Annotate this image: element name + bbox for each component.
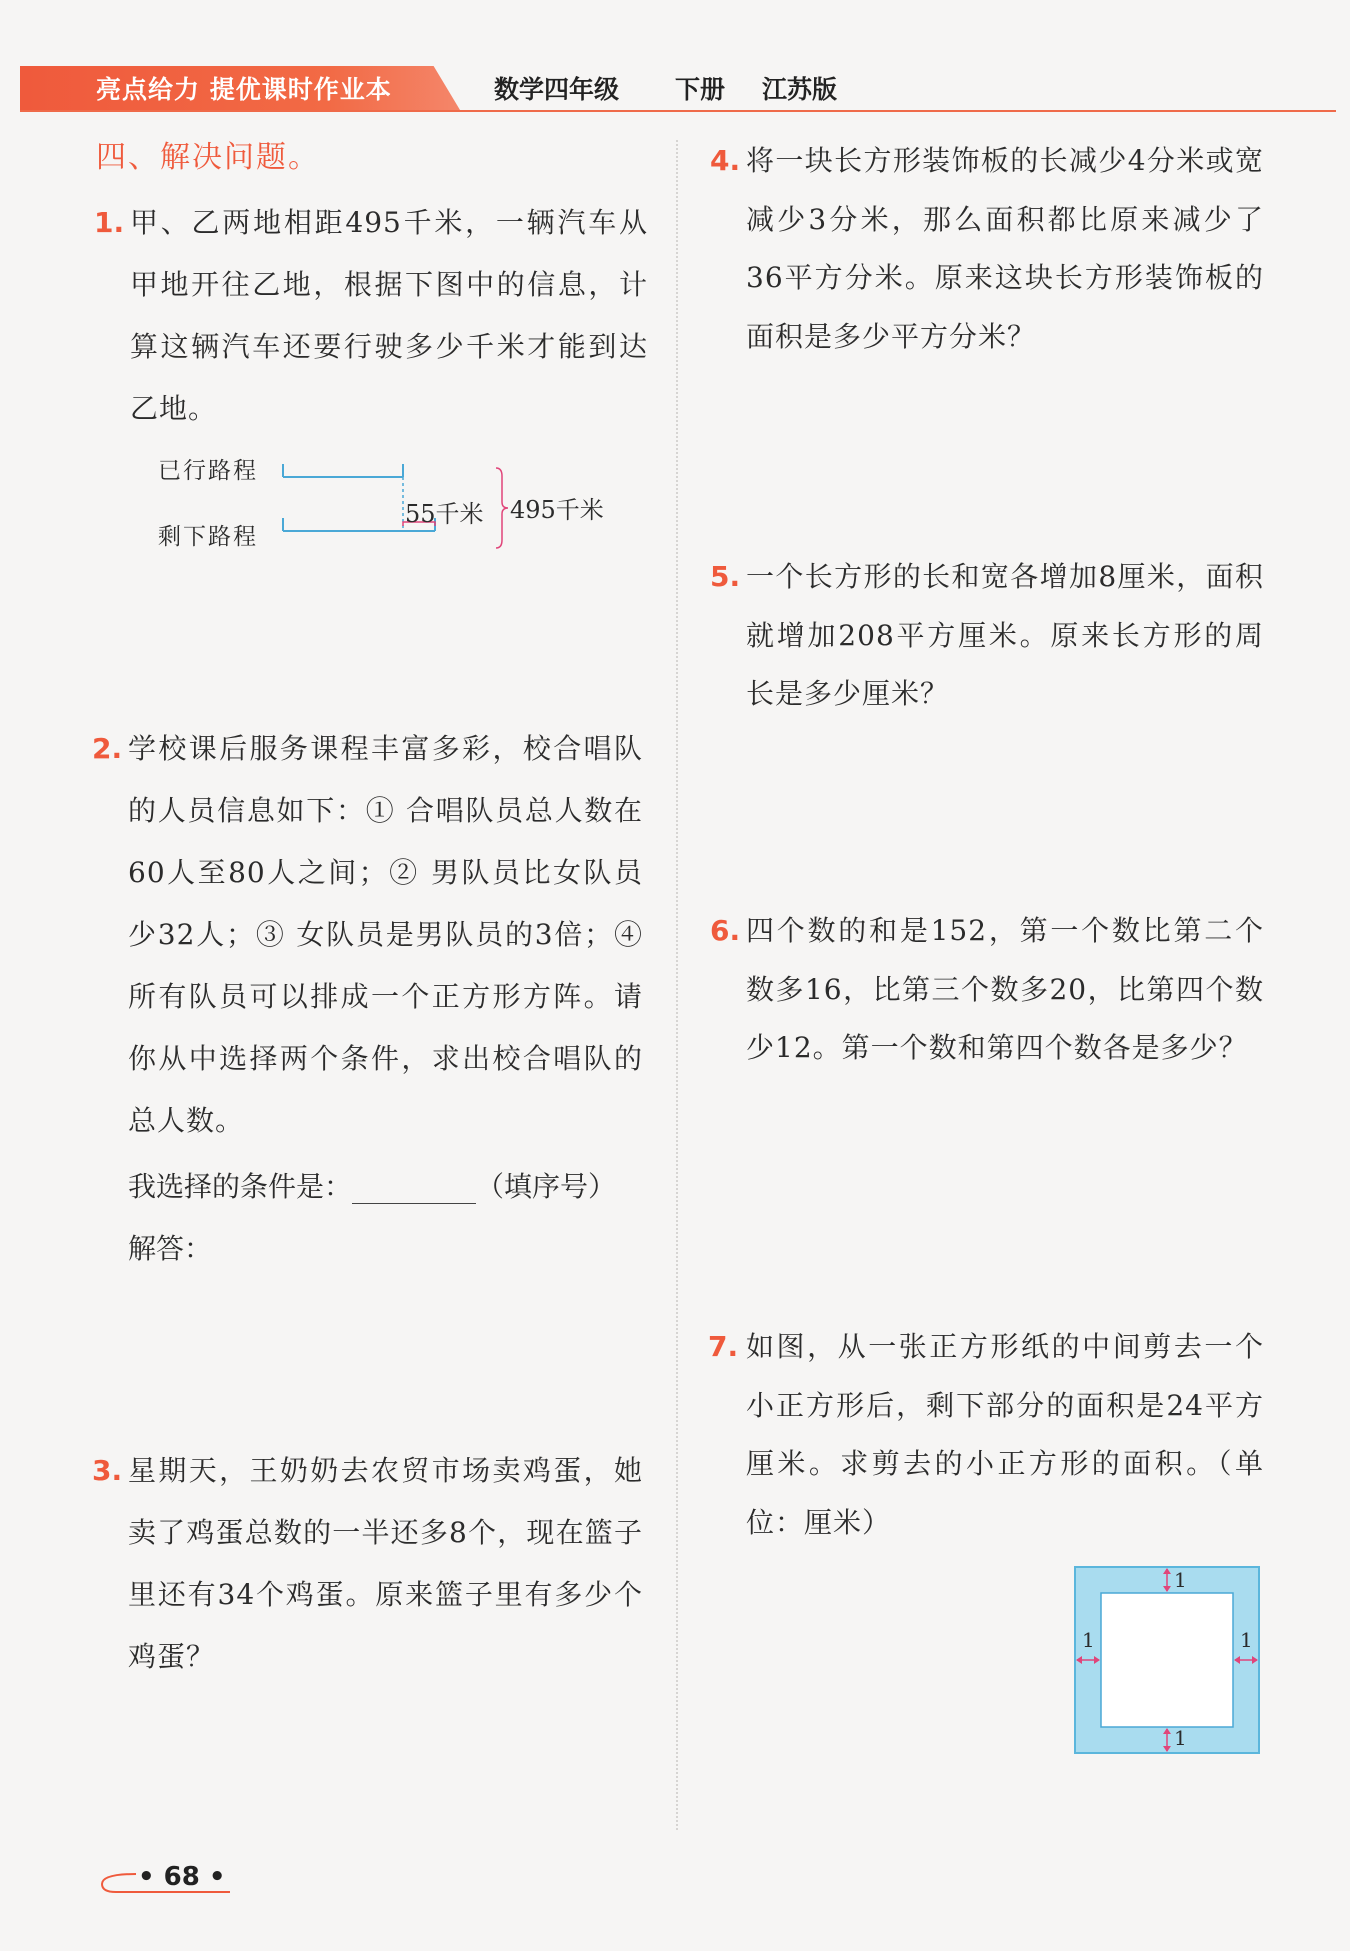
volume: 下册 bbox=[675, 75, 726, 104]
choose-label: 我选择的条件是： bbox=[128, 1170, 353, 1203]
question-2-text: 学校课后服务课程丰富多彩，校合唱队的人员信息如下：① 合唱队员总人数在60人至80人之间；② 男队员比女队员少32人；③ 女队员是男队员的3倍；④ 所有队员可以排成一个正方形方阵。请你从中选择两个条件，求出校合唱队的总人数。 bbox=[128, 732, 643, 1137]
condition-choice-row bbox=[128, 1156, 616, 1218]
traveled-label: 已行路程 bbox=[158, 458, 258, 484]
remaining-label: 剩下路程 bbox=[158, 524, 258, 550]
answer-label: 解答： bbox=[128, 1232, 213, 1265]
subject-grade: 数学四年级 bbox=[494, 75, 620, 104]
question-7-number: 7. bbox=[708, 1330, 739, 1363]
question-4-text: 将一块长方形装饰板的长减少4分米或宽减少3分米，那么面积都比原来减少了36平方分米。原来这块长方形装饰板的面积是多少平方分米？ bbox=[746, 144, 1264, 353]
section-title: 四、解决问题。 bbox=[96, 140, 320, 175]
condition-answer-blank[interactable] bbox=[352, 1173, 476, 1204]
square-frame-figure bbox=[1074, 1566, 1260, 1754]
question-5-text: 一个长方形的长和宽各增加8厘米，面积就增加208平方厘米。原来长方形的周长是多少厘米？ bbox=[746, 560, 1264, 710]
question-1-text: 甲、乙两地相距495千米，一辆汽车从甲地开往乙地，根据下图中的信息，计算这辆汽车还要行驶多少千米才能到达乙地。 bbox=[130, 206, 648, 425]
column-divider bbox=[676, 140, 678, 1830]
edition: 江苏版 bbox=[762, 75, 838, 104]
question-2-number: 2. bbox=[92, 732, 123, 765]
question-7-diagram bbox=[1074, 1566, 1260, 1754]
bottom-width-label: 1 bbox=[1174, 1726, 1187, 1750]
left-width-label: 1 bbox=[1082, 1628, 1095, 1652]
question-3-number: 3. bbox=[92, 1454, 123, 1487]
header-rule bbox=[20, 110, 1336, 112]
total-brace bbox=[496, 468, 508, 548]
page-number: • 68 • bbox=[138, 1862, 226, 1892]
question-4-number: 4. bbox=[710, 144, 741, 177]
total-label: 495千米 bbox=[510, 496, 604, 524]
question-5-number: 5. bbox=[710, 560, 741, 593]
right-width-label: 1 bbox=[1240, 1628, 1253, 1652]
question-6-number: 6. bbox=[710, 914, 741, 947]
difference-label: 55千米 bbox=[405, 500, 484, 528]
question-3-text: 星期天，王奶奶去农贸市场卖鸡蛋，她卖了鸡蛋总数的一半还多8个，现在篮子里还有34个鸡蛋。原来篮子里有多少个鸡蛋？ bbox=[128, 1454, 643, 1673]
question-7-text: 如图，从一张正方形纸的中间剪去一个小正方形后，剩下部分的面积是24平方厘米。求剪去的小正方形的面积。（单位：厘米） bbox=[746, 1330, 1264, 1539]
question-1-number: 1. bbox=[94, 206, 125, 239]
top-width-label: 1 bbox=[1174, 1568, 1187, 1592]
series-title: 亮点给力 提优课时作业本 bbox=[96, 75, 392, 104]
inner-square bbox=[1101, 1593, 1233, 1727]
fill-hint: （填序号） bbox=[476, 1170, 617, 1203]
question-6-text: 四个数的和是152，第一个数比第二个数多16，比第三个数多20，比第四个数少12。第一个数和第四个数各是多少？ bbox=[746, 914, 1264, 1064]
